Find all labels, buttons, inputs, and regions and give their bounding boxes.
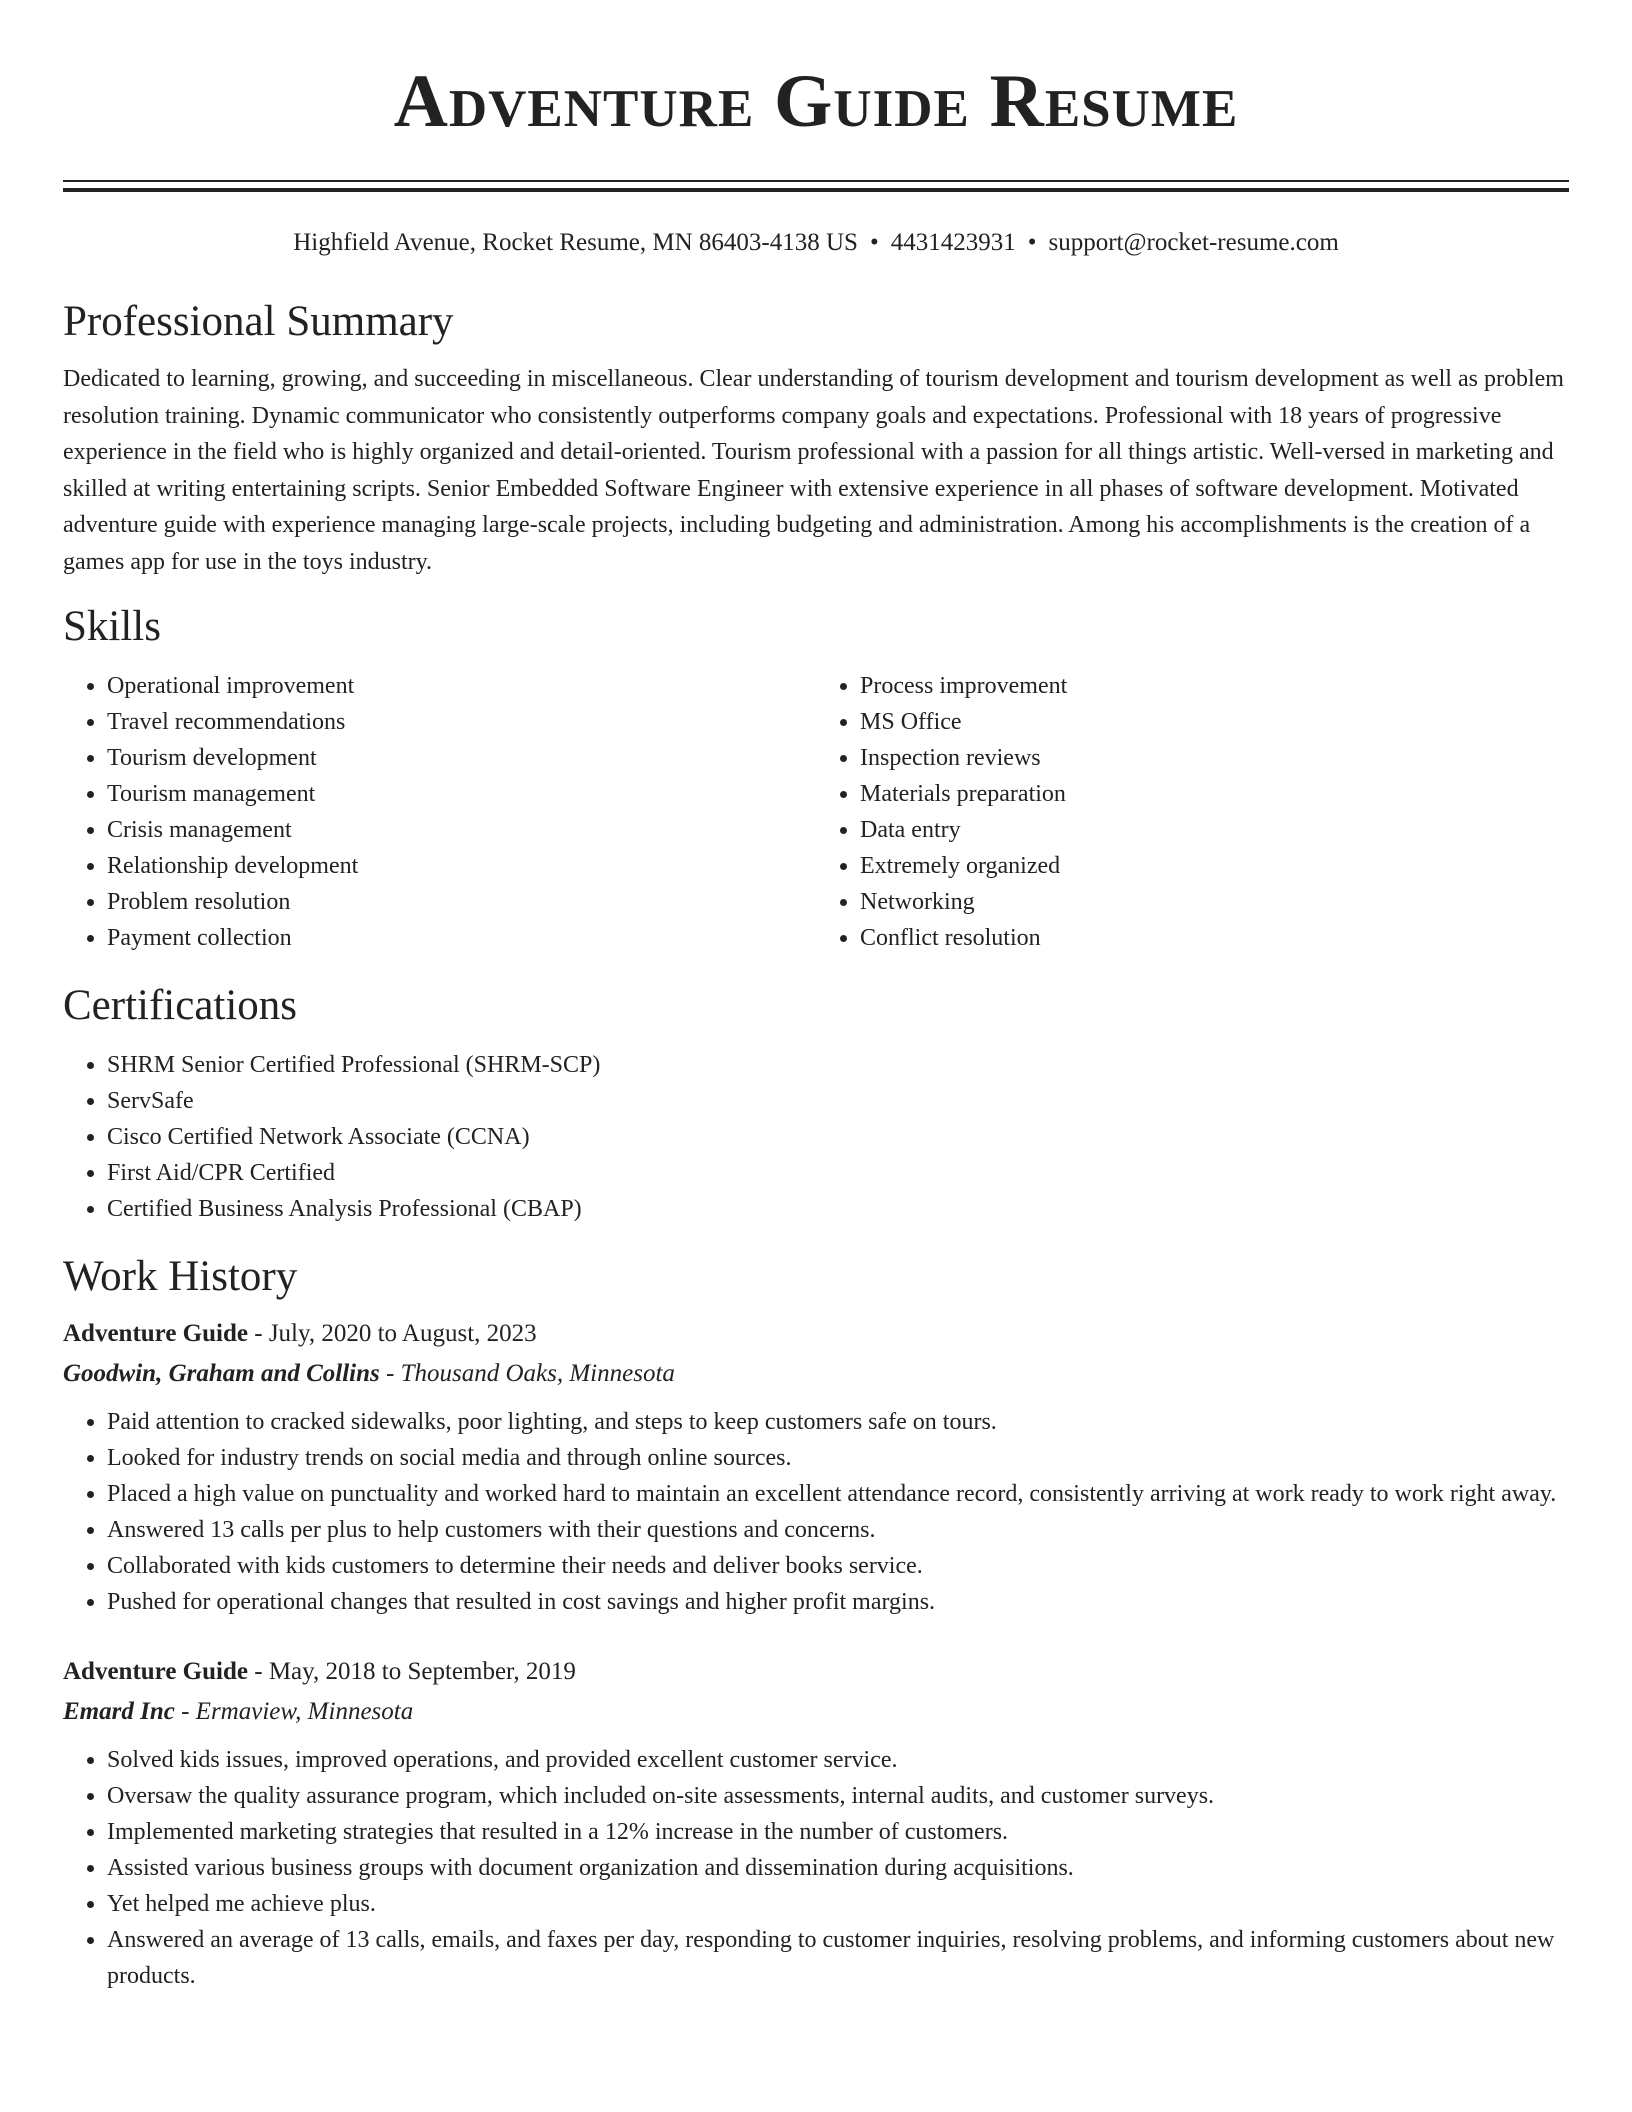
skill-item: • Materials preparation [860, 776, 1569, 812]
job-bullets [63, 1404, 1569, 1620]
job-bullet: • Solved kids issues, improved operations, and provided excellent customer service. [107, 1742, 1569, 1778]
job-bullet: • Pushed for operational changes that resulted in cost savings and higher profit margins. [107, 1584, 1569, 1620]
skill-item: • Extremely organized [860, 848, 1569, 884]
certification-item: • Certified Business Analysis Professional (CBAP) [107, 1191, 1569, 1227]
certification-item: • First Aid/CPR Certified [107, 1155, 1569, 1191]
job-location: Ermaview, Minnesota [195, 1698, 414, 1725]
skill-item: • Problem resolution [107, 884, 816, 920]
job-company: Emard Inc [63, 1698, 175, 1725]
skill-item: • Process improvement [860, 668, 1569, 704]
job-entry [63, 1652, 1569, 1994]
skills-list-right [816, 668, 1569, 956]
job-title: Adventure Guide [63, 1658, 248, 1685]
page-title: Adventure Guide Resume [393, 60, 1239, 143]
certifications-heading: Certifications [63, 982, 298, 1029]
skill-item: • Networking [860, 884, 1569, 920]
job-entry [63, 1314, 1569, 1620]
job-company-line: Emard Inc - Ermaview, Minnesota [63, 1698, 414, 1725]
job-bullet: • Looked for industry trends on social media and through online sources. [107, 1440, 1569, 1476]
contact-email: support@rocket-resume.com [1048, 229, 1339, 256]
job-bullet: • Answered an average of 13 calls, emails, and faxes per day, responding to customer inquiries, resolving problems, and informing customers about new products. [107, 1922, 1569, 1994]
skill-item: • Tourism development [107, 740, 816, 776]
certification-item: • Cisco Certified Network Associate (CCNA) [107, 1119, 1569, 1155]
job-title: Adventure Guide [63, 1320, 248, 1347]
skills-list-left [63, 668, 816, 956]
skill-item: • Travel recommendations [107, 704, 816, 740]
skill-item: • Inspection reviews [860, 740, 1569, 776]
summary-heading: Professional Summary [63, 298, 454, 345]
job-bullet: • Assisted various business groups with document organization and dissemination during acquisitions. [107, 1850, 1569, 1886]
job-bullet: • Yet helped me achieve plus. [107, 1886, 1569, 1922]
title-divider-thick [63, 188, 1569, 192]
job-bullets [63, 1742, 1569, 1994]
job-bullet: • Answered 13 calls per plus to help customers with their questions and concerns. [107, 1512, 1569, 1548]
skill-item: • Conflict resolution [860, 920, 1569, 956]
skill-item: • Tourism management [107, 776, 816, 812]
certifications-list [63, 1047, 1569, 1227]
job-company-line: Goodwin, Graham and Collins - Thousand Oaks, Minnesota [63, 1360, 675, 1387]
skill-item: • Relationship development [107, 848, 816, 884]
job-bullet: • Collaborated with kids customers to determine their needs and deliver books service. [107, 1548, 1569, 1584]
certification-item: • ServSafe [107, 1083, 1569, 1119]
skill-item: • MS Office [860, 704, 1569, 740]
title-divider-thin [63, 180, 1569, 182]
contact-separator: • [1027, 229, 1037, 256]
work-history-heading: Work History [63, 1253, 298, 1300]
job-title-line: Adventure Guide - July, 2020 to August, 2023 [63, 1320, 537, 1347]
job-bullet: • Implemented marketing strategies that resulted in a 12% increase in the number of customers. [107, 1814, 1569, 1850]
certification-item: • SHRM Senior Certified Professional (SHRM-SCP) [107, 1047, 1569, 1083]
contact-phone: 4431423931 [890, 229, 1016, 256]
job-bullet: • Placed a high value on punctuality and worked hard to maintain an excellent attendance record, consistently arriving at work ready to work right away. [107, 1476, 1569, 1512]
contact-address: Highfield Avenue, Rocket Resume, MN 86403-4138 US [293, 229, 858, 256]
job-dates: July, 2020 to August, 2023 [268, 1320, 537, 1347]
summary-text: Dedicated to learning, growing, and succeeding in miscellaneous. Clear understanding of tourism development and tourism development as well as problem resolution training. Dynamic communicator who consistently outperforms company goals and expectations. Professional with 18 years of progressive experience in the field who is highly organized and detail-oriented. Tourism professional with a passion for all things artistic. Well-versed in marketing and skilled at writing entertaining scripts. Senior Embedded Software Engineer with extensive experience in all phases of software development. Motivated adventure guide with experience managing large-scale projects, including budgeting and administration. Among his accomplishments is the creation of a games app for use in the toys industry. [63, 366, 1564, 575]
contact-separator: • [869, 229, 879, 256]
skill-item: • Crisis management [107, 812, 816, 848]
job-company: Goodwin, Graham and Collins [63, 1360, 380, 1387]
job-dates: May, 2018 to September, 2019 [268, 1658, 576, 1685]
skills-heading: Skills [63, 603, 161, 650]
skill-item: • Operational improvement [107, 668, 816, 704]
skill-item: • Payment collection [107, 920, 816, 956]
job-bullet: • Paid attention to cracked sidewalks, poor lighting, and steps to keep customers safe on tours. [107, 1404, 1569, 1440]
job-bullet: • Oversaw the quality assurance program, which included on-site assessments, internal audits, and customer surveys. [107, 1778, 1569, 1814]
contact-line [63, 226, 1569, 260]
skill-item: • Data entry [860, 812, 1569, 848]
job-location: Thousand Oaks, Minnesota [400, 1360, 675, 1387]
skills-columns [63, 668, 1569, 956]
job-title-line: Adventure Guide - May, 2018 to September, 2019 [63, 1658, 576, 1685]
